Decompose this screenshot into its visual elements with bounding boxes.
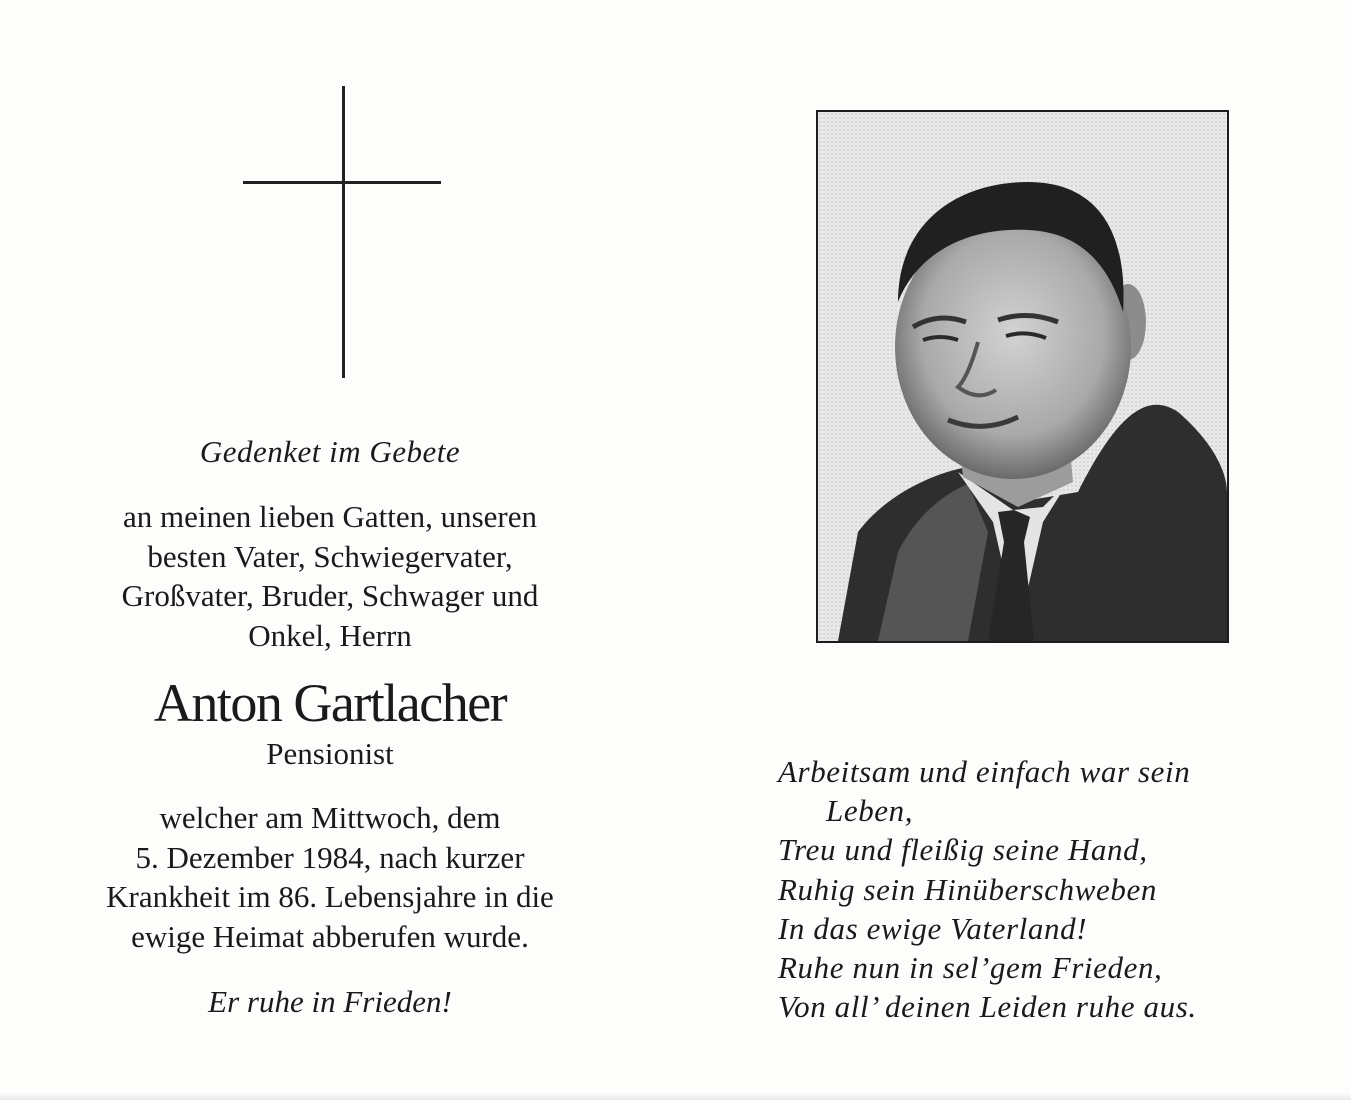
closing-blessing: Er ruhe in Frieden! [208, 984, 452, 1019]
memorial-poem [778, 752, 1318, 1026]
poem-line: Von all’ deinen Leiden ruhe aus. [778, 989, 1197, 1025]
dedication-line: Großvater, Bruder, Schwager und [121, 578, 539, 613]
details-line: ewige Heimat abberufen wurde. [131, 918, 529, 954]
details-line: welcher am Mittwoch, dem [159, 800, 501, 835]
dedication-line: an meinen lieben Gatten, unseren [122, 499, 538, 534]
poem-line: Leben, [826, 793, 914, 829]
poem-line: Treu und fleißig seine Hand, [778, 832, 1148, 868]
details-line: 5. Dezember 1984, nach kurzer [135, 839, 525, 875]
deceased-occupation: Pensionist [266, 736, 394, 771]
death-details [40, 798, 620, 956]
card-bottom-edge [0, 1092, 1351, 1100]
dedication-line: besten Vater, Schwiegervater, [147, 538, 513, 574]
poem-line: In das ewige Vaterland! [778, 910, 1088, 946]
poem-line: Ruhe nun in sel’gem Frieden, [778, 950, 1163, 986]
portrait-photo [816, 110, 1229, 643]
deceased-name: Anton Gartlacher [153, 673, 507, 733]
prayer-heading: Gedenket im Gebete [199, 434, 461, 469]
cross-icon [243, 86, 441, 378]
dedication-line: Onkel, Herrn [248, 617, 412, 653]
poem-line: Ruhig sein Hinüberschweben [778, 871, 1157, 907]
dedication-text [40, 497, 620, 655]
poem-line: Arbeitsam und einfach war sein [778, 754, 1191, 789]
details-line: Krankheit im 86. Lebensjahre in die [106, 879, 554, 914]
